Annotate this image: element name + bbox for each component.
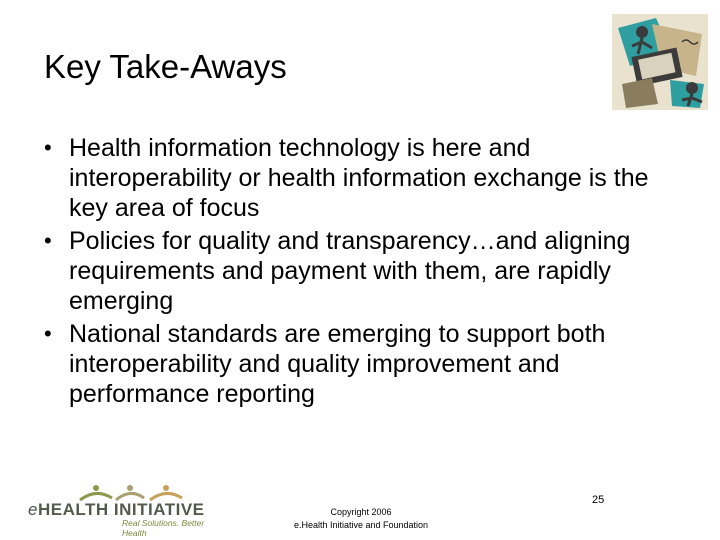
ehealth-initiative-logo: [28, 484, 228, 538]
logo-text: HEALTH INITIATIVE: [37, 500, 205, 519]
page-number: 25: [592, 494, 605, 506]
bullet-item: [44, 133, 694, 223]
copyright-line: Copyright 2006: [330, 507, 392, 517]
bullet-list: [44, 133, 694, 412]
bullet-item: [44, 226, 694, 316]
bullet-text: National standards are emerging to support both interoperability and quality improvement and performance reporting: [69, 320, 606, 408]
logo-prefix: e: [28, 500, 38, 519]
bullet-text: Health information technology is here and interoperability or health information exchange is the key area of focus: [69, 134, 649, 222]
bullet-marker: •: [44, 135, 52, 160]
logo-wordmark: [28, 500, 205, 520]
bullet-marker: •: [44, 321, 52, 346]
bullet-marker: •: [44, 228, 52, 253]
slide-title: Key Take-Aways: [44, 48, 287, 85]
bullet-item: [44, 319, 694, 409]
bullet-text: Policies for quality and transparency…and aligning requirements and payment with them, are rapidly emerging: [69, 227, 631, 315]
copyright-notice: [286, 506, 436, 532]
logo-tagline: Real Solutions. Better Health: [122, 518, 205, 538]
copyright-line: e.Health Initiative and Foundation: [293, 520, 429, 530]
clipart-image: [612, 14, 708, 110]
